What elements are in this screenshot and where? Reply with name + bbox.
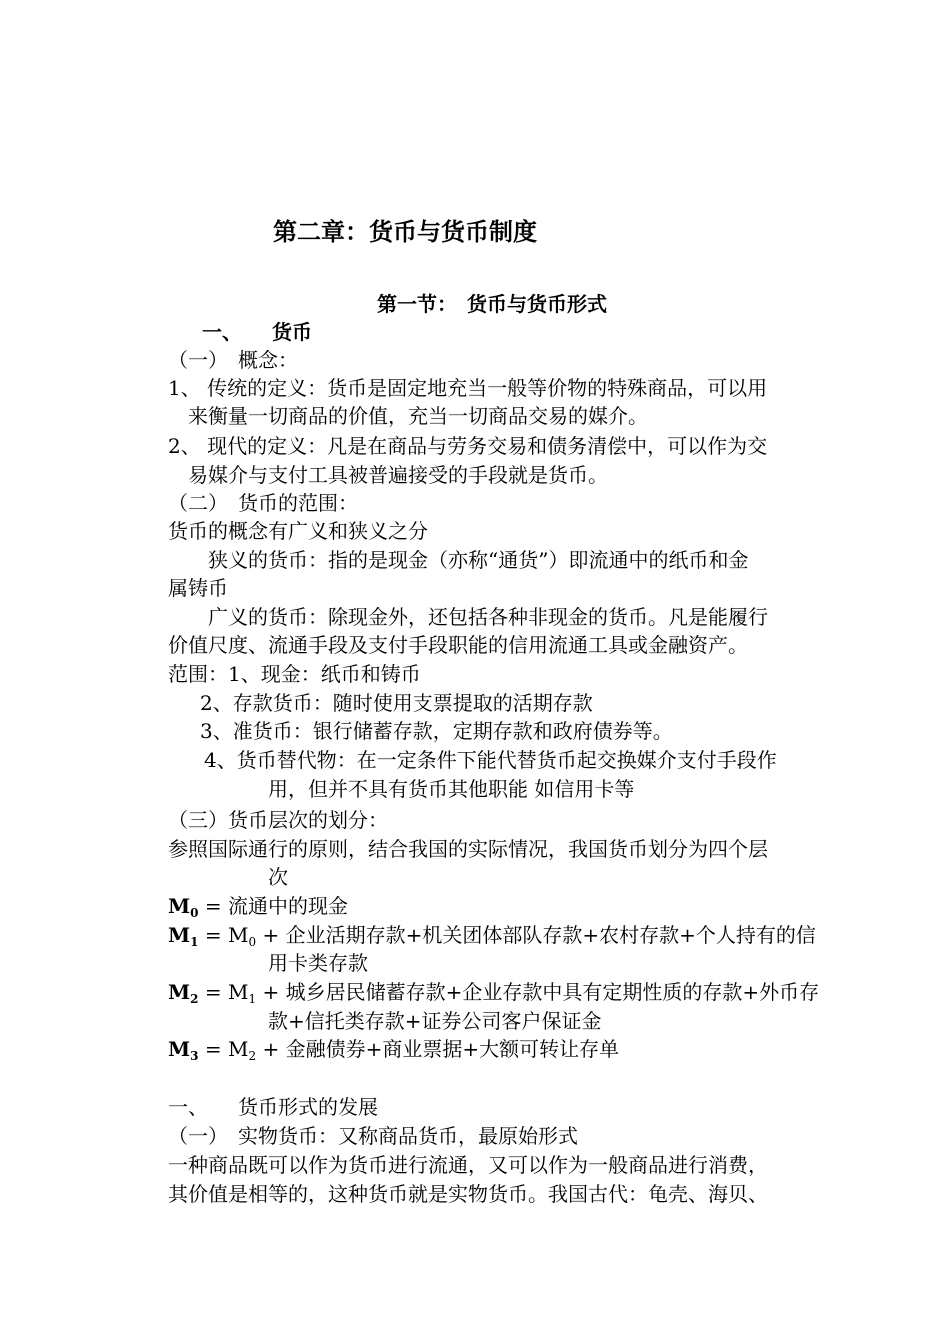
range-item-4-line2: 用，但并不具有货币其他职能 如信用卡等	[268, 777, 635, 801]
heading-money-forms: 一、 货币形式的发展	[168, 1095, 378, 1119]
m1-subscript: 1	[190, 935, 199, 949]
section-title: 第一节： 货币与货币形式	[377, 292, 607, 316]
m2-definition-line2: 款+信托类存款+证券公司客户保证金	[268, 1009, 602, 1033]
m1-symbol: M	[168, 923, 191, 947]
m1-definition-line2: 用卡类存款	[268, 951, 368, 975]
item-traditional-line2: 来衡量一切商品的价值，充当一切商品交易的媒介。	[188, 404, 648, 428]
m0-subscript: 0	[190, 906, 199, 920]
commodity-money-line1: 一种商品既可以作为货币进行流通，又可以作为一般商品进行消费，	[168, 1153, 768, 1177]
m2-text: + 城乡居民储蓄存款+企业存款中具有定期性质的存款+外币存	[256, 980, 820, 1004]
m1-base-subscript: 0	[248, 935, 257, 949]
m3-subscript: 3	[190, 1049, 199, 1063]
m2-definition	[168, 978, 819, 1009]
levels-intro-line1: 参照国际通行的原则，结合我国的实际情况，我国货币划分为四个层	[168, 837, 768, 861]
item-modern-line1: 2、 现代的定义：凡是在商品与劳务交易和债务清偿中，可以作为交	[168, 434, 768, 458]
subheading-concept: （一） 概念：	[168, 348, 298, 372]
scope-intro: 货币的概念有广义和狭义之分	[168, 519, 428, 543]
m0-text: = 流通中的现金	[198, 894, 348, 918]
broad-money-line1: 广义的货币：除现金外，还包括各种非现金的货币。凡是能履行	[208, 605, 768, 629]
m1-definition	[168, 921, 816, 952]
range-item-4-line1: 4、货币替代物：在一定条件下能代替货币起交换媒介支付手段作	[204, 748, 777, 772]
m2-equals: = M	[198, 980, 249, 1004]
m1-equals: = M	[198, 923, 249, 947]
m3-symbol: M	[168, 1037, 191, 1061]
m0-definition	[168, 892, 348, 923]
subheading-levels: （三）货币层次的划分：	[168, 808, 388, 832]
m3-equals: = M	[198, 1037, 249, 1061]
m2-base-subscript: 1	[248, 992, 257, 1006]
m3-definition	[168, 1035, 619, 1066]
chapter-title: 第二章：货币与货币制度	[273, 217, 537, 246]
narrow-money-line1: 狭义的货币：指的是现金（亦称“通货”）即流通中的纸币和金	[208, 548, 749, 572]
m3-text: + 金融债券+商业票据+大额可转让存单	[256, 1037, 620, 1061]
m2-symbol: M	[168, 980, 191, 1004]
m1-text: + 企业活期存款+机关团体部队存款+农村存款+个人持有的信	[256, 923, 816, 947]
m2-subscript: 2	[190, 992, 199, 1006]
m3-base-subscript: 2	[248, 1049, 257, 1063]
item-modern-line2: 易媒介与支付工具被普遍接受的手段就是货币。	[188, 463, 608, 487]
range-item-3: 3、准货币：银行储蓄存款，定期存款和政府债券等。	[200, 719, 673, 743]
commodity-money-line2: 其价值是相等的，这种货币就是实物货币。我国古代：龟壳、海贝、	[168, 1182, 768, 1206]
subheading-commodity-money: （一） 实物货币：又称商品货币，最原始形式	[168, 1124, 578, 1148]
m0-symbol: M	[168, 894, 191, 918]
levels-intro-line2: 次	[268, 865, 288, 889]
narrow-money-line2: 属铸币	[168, 576, 228, 600]
range-item-1: 范围：1、现金：纸币和铸币	[168, 662, 421, 686]
range-item-2: 2、存款货币：随时使用支票提取的活期存款	[200, 691, 593, 715]
broad-money-line2: 价值尺度、流通手段及支付手段职能的信用流通工具或金融资产。	[168, 633, 748, 657]
heading-money: 一、 货币	[202, 320, 312, 344]
subheading-scope: （二） 货币的范围：	[168, 491, 358, 515]
item-traditional-line1: 1、 传统的定义：货币是固定地充当一般等价物的特殊商品，可以用	[168, 376, 768, 400]
